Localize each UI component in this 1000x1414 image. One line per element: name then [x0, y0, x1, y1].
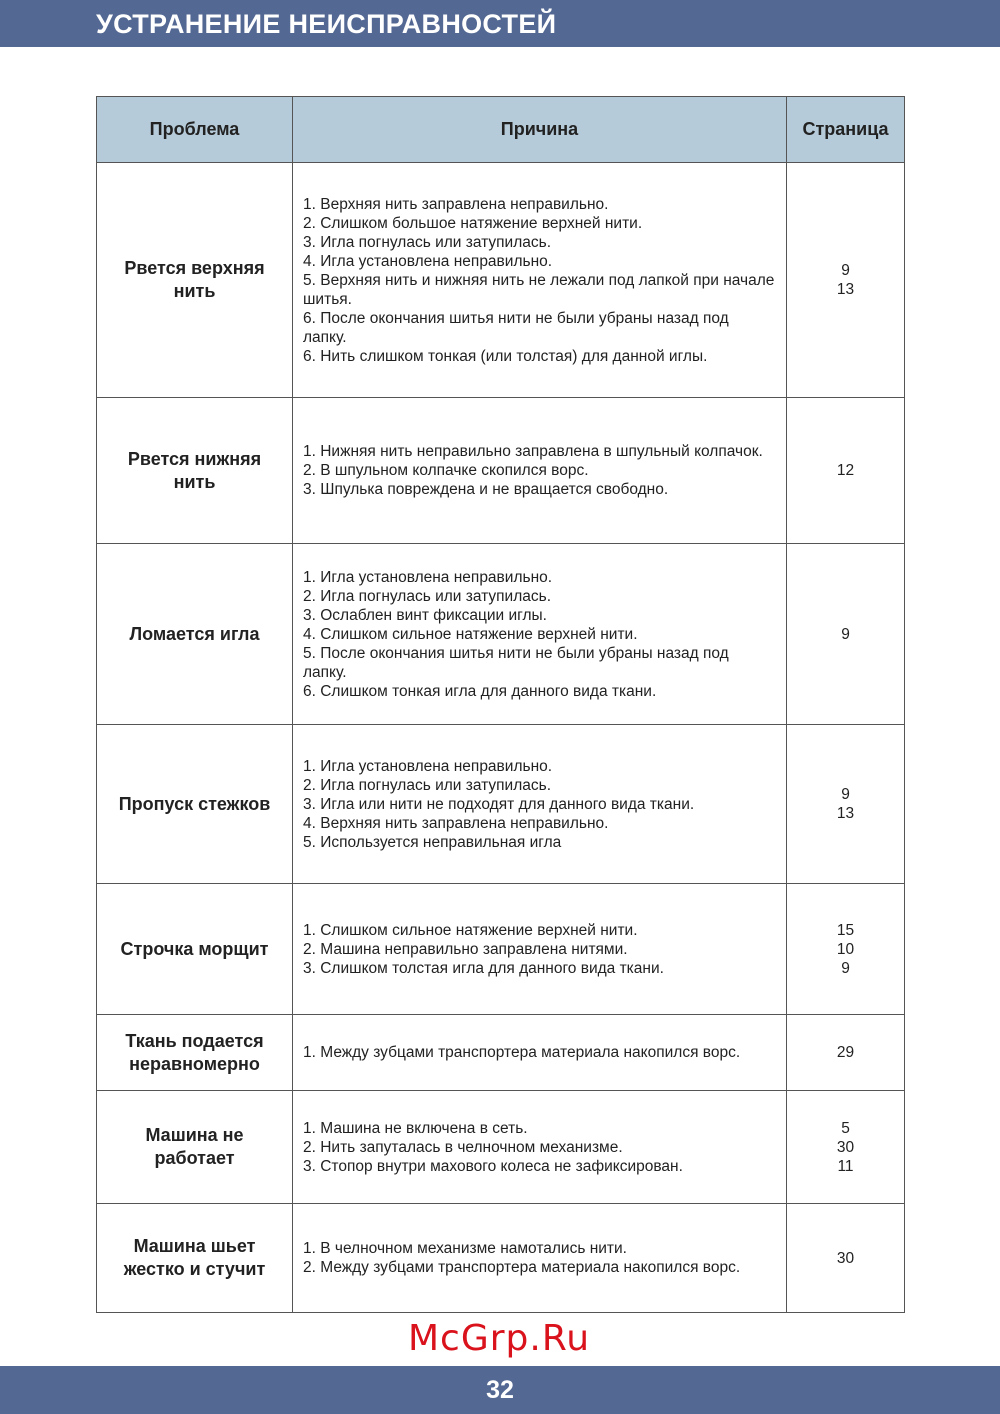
cause-item: 4. Игла установлена неправильно. — [303, 252, 553, 270]
page-ref: 9 — [841, 625, 850, 643]
cause-cell — [293, 1204, 787, 1313]
cause-item: 3. Ослаблен винт фиксации иглы. — [303, 606, 547, 624]
problem-cell: Рвется верхняя нить — [97, 163, 293, 398]
column-header-cause: Причина — [293, 97, 787, 163]
page-ref: 9 — [841, 786, 850, 803]
page-ref: 29 — [836, 1044, 855, 1061]
table-row — [97, 725, 905, 884]
problem-cell: Машина шьет жестко и стучит — [97, 1204, 293, 1313]
cause-cell — [293, 398, 787, 544]
page-title: УСТРАНЕНИЕ НЕИСПРАВНОСТЕЙ — [96, 9, 557, 39]
column-header-problem: Проблема — [97, 97, 293, 163]
page-cell — [787, 544, 905, 725]
cause-cell — [293, 163, 787, 398]
page-number: 32 — [486, 1376, 514, 1404]
page-ref: 11 — [837, 1157, 854, 1175]
page-ref: 13 — [836, 805, 855, 822]
cause-item: 3. Шпулька повреждена и не вращается свободно. — [303, 481, 669, 498]
page-cell — [787, 1015, 905, 1091]
cause-item: 1. Верхняя нить заправлена неправильно. — [303, 195, 609, 213]
page-ref: 15 — [836, 921, 855, 939]
cause-item: 4. Слишком сильное натяжение верхней нити. — [303, 625, 638, 643]
page-ref: 10 — [836, 940, 855, 958]
page-ref: 9 — [841, 959, 850, 977]
cause-item: 1. Нижняя нить неправильно заправлена в шпульный колпачок. — [303, 443, 763, 460]
table-row — [97, 1015, 905, 1091]
cause-item: 3. Слишком толстая игла для данного вида ткани. — [303, 959, 664, 977]
cause-item: 3. Игла погнулась или затупилась. — [303, 233, 552, 251]
cause-item: 3. Игла или нити не подходят для данного вида ткани. — [303, 795, 695, 813]
cause-item: 5. После окончания шитья нити не были убраны назад под лапку. — [303, 644, 729, 681]
cause-item: 2. В шпульном колпачке скопился ворс. — [303, 462, 589, 479]
page-cell — [787, 398, 905, 544]
cause-item: 4. Верхняя нить заправлена неправильно. — [303, 814, 609, 832]
cause-item: 1. Между зубцами транспортера материала накопился ворс. — [303, 1044, 741, 1061]
cause-item: 2. Игла погнулась или затупилась. — [303, 776, 552, 794]
page-cell — [787, 163, 905, 398]
page-ref: 30 — [836, 1138, 855, 1156]
page-cell — [787, 725, 905, 884]
page-cell — [787, 884, 905, 1015]
cause-cell — [293, 1015, 787, 1091]
table-row — [97, 1204, 905, 1313]
troubleshooting-table — [96, 96, 905, 1313]
problem-cell: Рвется нижняя нить — [97, 398, 293, 544]
page-cell — [787, 1091, 905, 1204]
cause-cell — [293, 725, 787, 884]
cause-item: 2. Слишком большое натяжение верхней нити. — [303, 214, 643, 232]
page-ref: 5 — [841, 1119, 850, 1137]
table-row — [97, 544, 905, 725]
page-ref: 30 — [836, 1249, 855, 1267]
cause-cell — [293, 544, 787, 725]
cause-item: 1. Машина не включена в сеть. — [303, 1119, 528, 1137]
table-row — [97, 163, 905, 398]
cause-cell — [293, 884, 787, 1015]
problem-cell: Пропуск стежков — [97, 725, 293, 884]
cause-item: 6. После окончания шитья нити не были убраны назад под лапку. — [303, 309, 729, 346]
table-row — [97, 884, 905, 1015]
cause-item: 1. Игла установлена неправильно. — [303, 568, 553, 586]
footer-bar — [0, 1366, 1000, 1414]
column-header-page: Страница — [787, 97, 905, 163]
cause-item: 1. Слишком сильное натяжение верхней нити. — [303, 921, 638, 939]
watermark: McGrp.Ru — [408, 1318, 591, 1359]
cause-item: 1. В челночном механизме намотались нити. — [303, 1240, 627, 1257]
header-bar — [0, 0, 1000, 47]
cause-item: 6. Нить слишком тонкая (или толстая) для данной иглы. — [303, 347, 708, 365]
page-cell — [787, 1204, 905, 1313]
page-ref: 12 — [836, 462, 855, 479]
page-ref: 9 — [841, 262, 850, 279]
table-row — [97, 1091, 905, 1204]
cause-item: 6. Слишком тонкая игла для данного вида ткани. — [303, 682, 657, 700]
table-header-row — [97, 97, 905, 163]
cause-item: 5. Верхняя нить и нижняя нить не лежали под лапкой при начале шитья. — [303, 271, 775, 308]
cause-item: 2. Игла погнулась или затупилась. — [303, 587, 552, 605]
table-row — [97, 398, 905, 544]
cause-item: 2. Между зубцами транспортера материала накопился ворс. — [303, 1259, 741, 1276]
cause-item: 2. Машина неправильно заправлена нитями. — [303, 940, 628, 958]
cause-item: 5. Используется неправильная игла — [303, 833, 562, 851]
problem-cell: Ломается игла — [97, 544, 293, 725]
cause-item: 2. Нить запуталась в челночном механизме. — [303, 1138, 623, 1156]
problem-cell: Ткань подается неравномерно — [97, 1015, 293, 1091]
cause-item: 3. Стопор внутри махового колеса не зафиксирован. — [303, 1157, 683, 1175]
page-ref: 13 — [836, 281, 855, 298]
problem-cell: Строчка морщит — [97, 884, 293, 1015]
cause-cell — [293, 1091, 787, 1204]
cause-item: 1. Игла установлена неправильно. — [303, 757, 553, 775]
problem-cell: Машина не работает — [97, 1091, 293, 1204]
